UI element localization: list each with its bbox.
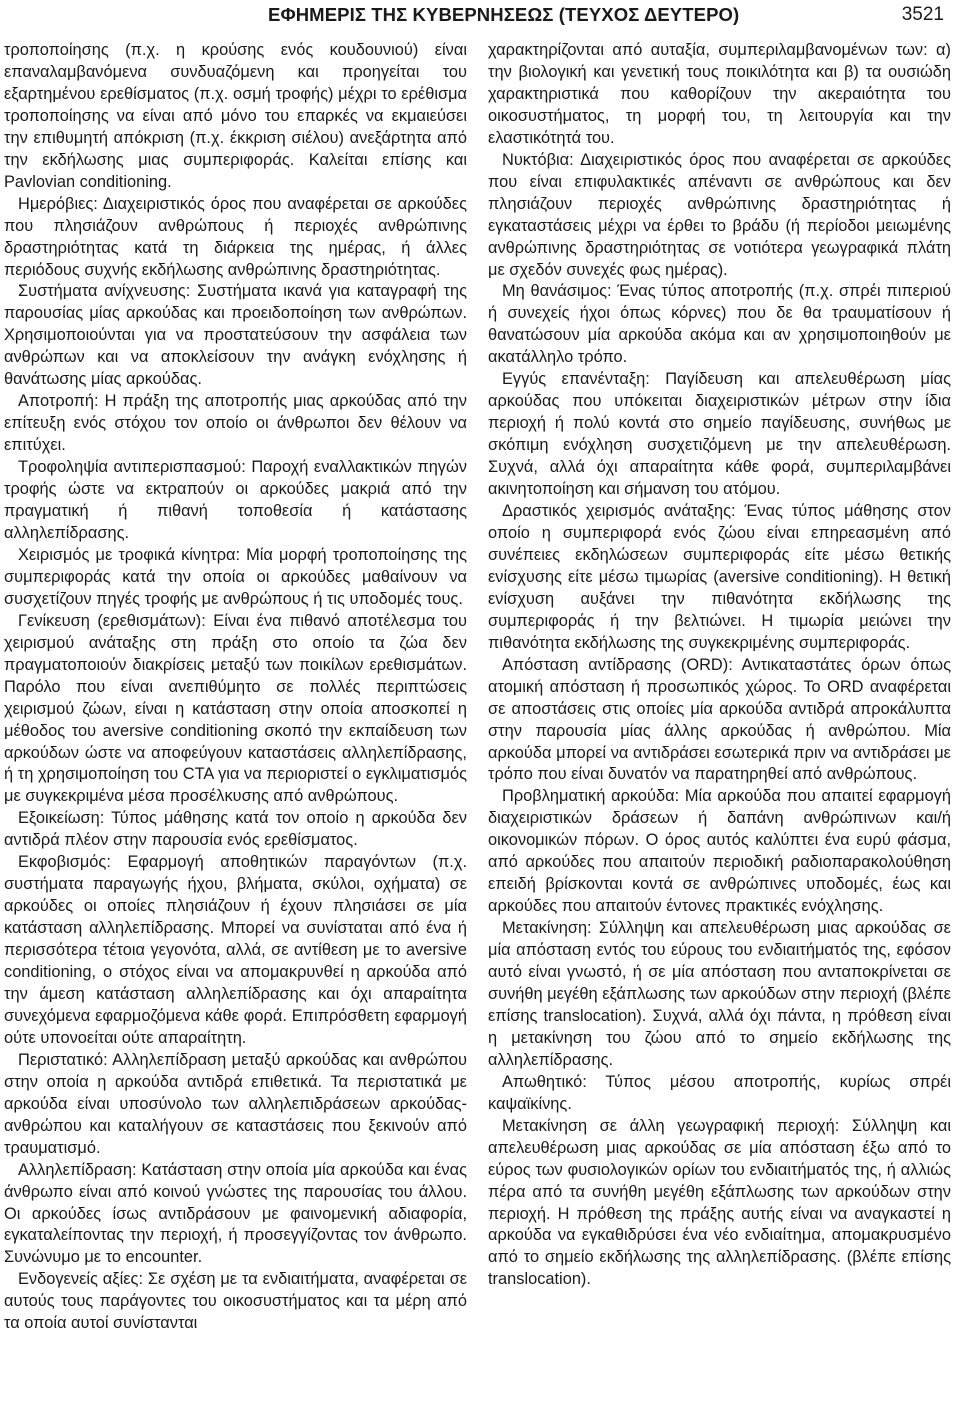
paragraph: Νυκτόβια: Διαχειριστικός όρος που αναφέρεται σε αρκούδες που είναι επιφυλακτικές απέναντι σε ανθρώπους και δεν πλησιάζουν περιοχές ανθρώπινης δραστηριότητας ή εγκαταστάσεις μέχρι να έρθει το βράδυ (ή περίοδοι μειωμένης ανθρώπινης δραστηριότητας σε νοτιότερα γεωγραφικά πλάτη με σχεδόν συνεχές φως ημέρας).	[488, 150, 951, 279]
paragraph: Συστήματα ανίχνευσης: Συστήματα ικανά για καταγραφή της παρουσίας μίας αρκούδας και προειδοποίηση των ανθρώπων. Χρησιμοποιούνται για να προστατεύσουν την ασφάλεια των ανθρώπων και να αποκλείσουν την ανάγκη ενόχλησης ή θανάτωσης μίας αρκούδας.	[4, 282, 467, 389]
paragraph: Γενίκευση (ερεθισμάτων): Είναι ένα πιθανό αποτέλεσμα του χειρισμού ανάταξης στη πράξη στο οποίο τα ζώα δεν πραγματοποιούν διακρίσεις μεταξύ των ποικίλων ερεθισμάτων. Παρόλο που είναι ανεπιθύμητο σε πολλές περιπτώσεις χειρισμού ζώων, είναι η κατάσταση στην οποία αποσκοπεί η μέθοδος του aversive conditioning σκοπό την εκπαίδευση των αρκούδων ώστε να αποφεύγουν καταστάσεις αλληλεπίδρασης, ή τη χρησιμοποίηση του CTA για να περιοριστεί ο εγκλιματισμός με συγκεκριμένα μέσα προσέλκυσης από ανθρώπους.	[4, 611, 467, 806]
right-column	[488, 40, 951, 1291]
paragraph: Μη θανάσιμος: Ένας τύπος αποτροπής (π.χ. σπρέι πιπεριού ή συνεχείς ήχοι όπως κόρνες) που δε θα τραυματίσουν ή θανατώσουν μία αρκούδα ακόμα και αν χρησιμοποιηθούν με ακατάλληλο τρόπο.	[488, 282, 951, 367]
paragraph: Περιστατικό: Αλληλεπίδραση μεταξύ αρκούδας και ανθρώπου στην οποία η αρκούδα αντιδρά επιθετικά. Τα περιστατικά με αρκούδα είναι υποσύνολο των αλληλεπιδράσεων αρκούδας-ανθρώπου και καταλήγουν σε καταστάσεις που ξεκινούν από τραυματισμό.	[4, 1050, 467, 1157]
paragraph: Εκφοβισμός: Εφαρμογή αποθητικών παραγόντων (π.χ. συστήματα παραγωγής ήχου, βλήματα, σκύλοι, οχήματα) σε αρκούδες οι οποίες πλησιάζουν ή έχουν πλησιάσει σε μία κατάσταση αλληλεπίδρασης. Μπορεί να συνίσταται από ένα ή περισσότερα τέτοια γεγονότα, αλλά, σε αντίθεση με το aversive conditioning, ο στόχος είναι να απομακρυνθεί η αρκούδα από την άμεση κατάσταση αλληλεπίδρασης και όχι απαραίτητα συνεχόμενα εφαρμοζόμενα κάθε φορά. Επιπρόσθετη εφαρμογή ούτε υπονοείται ούτε απαραίτητη.	[4, 853, 467, 1047]
page-header	[0, 0, 960, 40]
gazette-title: ΕΦΗΜΕΡΙΣ ΤΗΣ ΚΥΒΕΡΝΗΣΕΩΣ (ΤΕΥΧΟΣ ΔΕΥΤΕΡΟ)	[268, 4, 740, 25]
paragraph: Μετακίνηση: Σύλληψη και απελευθέρωση μιας αρκούδας σε μία απόσταση εντός του εύρους του ενδιαιτήματός της, εφόσον αυτό είναι γνωστό, ή σε μία απόσταση που ανταποκρίνεται σε συνήθη μεγέθη εξάπλωσης των αρκούδων στην περιοχή (βλέπε επίσης translocation). Συχνά, αλλά όχι πάντα, η πρόθεση είναι η μετακίνηση του ζώου από το σημείο εκδήλωσης της αλληλεπίδρασης.	[488, 919, 951, 1069]
paragraph: Αποτροπή: Η πράξη της αποτροπής μιας αρκούδας από την επίτευξη ενός στόχου τον οποίο οι άνθρωποι δεν θέλουν να επιτύχει.	[4, 392, 467, 455]
paragraph: Μετακίνηση σε άλλη γεωγραφική περιοχή: Σύλληψη και απελευθέρωση μιας αρκούδας σε μία απόσταση έξω από το εύρος των φυσιολογικών ορίων του ενδιαιτήματός της, ή αλλιώς πέρα από τα συνήθη μεγέθη εξάπλωσης των αρκούδων στην περιοχή. Η πρόθεση της πράξης αυτής είναι να αναγκαστεί η αρκούδα να εγκαθιδρύσει ένα νέο ενδιαίτημα, απομακρυσμένο από το σημείο εκδήλωσης της αλληλεπίδρασης. (βλέπε επίσης translocation).	[488, 1116, 951, 1289]
paragraph: τροποποίησης (π.χ. η κρούσης ενός κουδουνιού) είναι επαναλαμβανόμενα συνδυαζόμενη και προηγείται του εξαρτημένου ερεθίσματος (π.χ. οσμή τροφής) μέχρι το ερέθισμα τροποποίησης να είναι από μόνο του επαρκές να εκμαιεύσει την επιθυμητή απόκριση (π.χ. έκκριση σιέλου) ανεξάρτητα από την εκδήλωσης μιας συμπεριφοράς. Καλείται επίσης και Pavlovian conditioning.	[4, 41, 467, 191]
left-column	[4, 40, 467, 1335]
paragraph: Δραστικός χειρισμός ανάταξης: Ένας τύπος μάθησης στον οποίο η συμπεριφορά ενός ζώου είναι επηρεασμένη από συνέπειες εκδηλώσεων συμπεριφοράς είτε μέσω θετικής ενίσχυσης είτε μέσω τιμωρίας (aversive conditioning). Η θετική ενίσχυση αυξάνει την πιθανότητα εκδήλωσης της συμπεριφοράς ή την βελτιώνει. Η τιμωρία μειώνει την πιθανότητα εκδήλωσης της συγκεκριμένης συμπεριφοράς.	[488, 502, 951, 652]
page-number: 3521	[901, 4, 944, 25]
paragraph: Τροφοληψία αντιπερισπασμού: Παροχή εναλλακτικών πηγών τροφής ώστε να εκτραπούν οι αρκούδες μακριά από την πραγματική ή πιθανή τοποθεσία ή κατάστασης αλληλεπίδρασης.	[4, 458, 467, 542]
paragraph: Ημερόβιες: Διαχειριστικός όρος που αναφέρεται σε αρκούδες που πλησιάζουν ανθρώπους ή περιοχές ανθρώπινης δραστηριότητας κατά τη διάρκεια της ημέρας, ή άλλες περιόδους συχνής εκδήλωσης ανθρώπινης δραστηριότητας.	[4, 194, 467, 279]
paragraph: Χειρισμός με τροφικά κίνητρα: Μία μορφή τροποποίησης της συμπεριφοράς κατά την οποία οι αρκούδες μαθαίνουν να συσχετίζουν πηγές τροφής με ανθρώπους ή τις υποδομές τους.	[4, 545, 467, 608]
paragraph: Εξοικείωση: Τύπος μάθησης κατά τον οποίο η αρκούδα δεν αντιδρά πλέον στην παρουσία ενός ερεθίσματος.	[4, 809, 467, 850]
paragraph: Ενδογενείς αξίες: Σε σχέση με τα ενδιαιτήματα, αναφέρεται σε αυτούς τους παράγοντες του οικοσυστήματος και τα μέρη από τα οποία αυτοί συνίστανται	[4, 1270, 467, 1333]
paragraph: Απωθητικό: Τύπος μέσου αποτροπής, κυρίως σπρέι καψαϊκίνης.	[488, 1072, 951, 1113]
paragraph-continuation: χαρακτηρίζονται από αυταξία, συμπεριλαμβανομένων των: α) την βιολογική και γενετική τους ποικιλότητα και β) τα ουσιώδη χαρακτηριστικά που καθορίζουν την ακεραιότητα του οικοσυστήματος, τη μορφή του, τη λειτουργία και την ελαστικότητά του.	[488, 41, 951, 147]
paragraph: Απόσταση αντίδρασης (ORD): Αντικαταστάτες όρων όπως ατομική απόσταση ή προσωπικός χώρος. Το ORD αναφέρεται σε αποστάσεις στις οποίες μία αρκούδα αντιδρά απροκάλυπτα στην παρουσία μίας άλλης αρκούδας ή ανθρώπου. Μία αρκούδα μπορεί να αντιδράσει εσωτερικά πριν να αντιδράσει με τρόπο που είναι δυνατόν να παρατηρηθεί από ανθρώπους.	[488, 655, 951, 784]
paragraph: Αλληλεπίδραση: Κατάσταση στην οποία μία αρκούδα και ένας άνθρωπο είναι από κοινού γνώστες της παρουσίας του άλλου. Οι αρκούδες ίσως αντιδράσουν με φαινομενική αδιαφορία, εγκαταλείποντας την περιοχή, ή προσεγγίζοντας τον άνθρωπο. Συνώνυμο με το encounter.	[4, 1160, 467, 1267]
paragraph: Εγγύς επανένταξη: Παγίδευση και απελευθέρωση μίας αρκούδας που υπόκειται διαχειριστικών μέτρων στην ίδια περιοχή ή πολύ κοντά στο σημείο παγίδευσης, συνήθως με σκόπιμη ενόχληση συσχετιζόμενη με την απελευθέρωση. Συχνά, αλλά όχι απαραίτητα κάθε φορά, συμπεριλαμβάνει ακινητοποίηση και σήμανση του ατόμου.	[488, 370, 951, 499]
paragraph: Προβληματική αρκούδα: Μία αρκούδα που απαιτεί εφαρμογή διαχειριστικών δράσεων ή δαπάνη ανθρώπινων και/ή οικονομικών πόρων. Ο όρος αυτός καλύπτει ένα ευρύ φάσμα, από αρκούδες που απαιτούν περιοδική ραδιοπαρακολούθηση επειδή βρίσκονται κοντά σε ανθρώπινες υποδομές, έως και αρκούδες που απαιτούν έντονες πρακτικές ενόχλησης.	[488, 787, 951, 916]
